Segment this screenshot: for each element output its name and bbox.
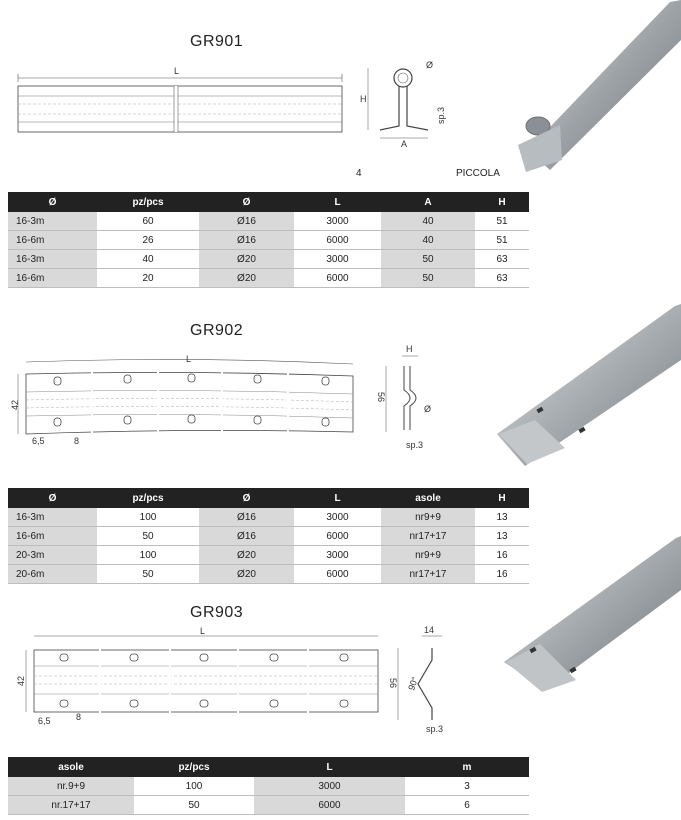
table-cell: Ø20 [199, 269, 294, 288]
table-cell: Ø16 [199, 231, 294, 250]
gr901-note-number: 4 [356, 168, 362, 179]
column-header: asole [8, 757, 134, 777]
table-cell: 13 [475, 527, 529, 546]
table-cell: 3000 [294, 508, 381, 527]
column-header: Ø [8, 192, 97, 212]
table-row [8, 527, 529, 546]
table-cell: 16-6m [8, 527, 97, 546]
gr901-profile-drawing [358, 58, 448, 148]
table-cell: 100 [97, 546, 199, 565]
gr902-rail-side-drawing [8, 352, 358, 452]
gr903-profile-drawing [384, 624, 454, 736]
column-header: L [294, 488, 381, 508]
gr901-rail-photo [500, 0, 681, 180]
table-cell: 16-3m [8, 508, 97, 527]
table-cell: 13 [475, 508, 529, 527]
table-cell: Ø16 [199, 508, 294, 527]
table-cell: nr9+9 [381, 546, 475, 565]
table-cell: 3000 [294, 250, 381, 269]
table-cell: 20-3m [8, 546, 97, 565]
table-cell: 16-3m [8, 250, 97, 269]
table-cell: 50 [381, 269, 475, 288]
table-header-row [8, 192, 529, 212]
column-header: pz/pcs [134, 757, 254, 777]
table-cell: 20-6m [8, 565, 97, 584]
table-cell: 40 [381, 212, 475, 231]
table-cell: nr17+17 [381, 565, 475, 584]
gr903-angle-label: 90° [406, 675, 421, 692]
table-cell: 3000 [254, 777, 405, 796]
table-cell: 50 [97, 527, 199, 546]
table-cell: 16-6m [8, 269, 97, 288]
table-cell: nr17+17 [381, 527, 475, 546]
table-row [8, 546, 529, 565]
table-row [8, 777, 529, 796]
gr903-hole-offset-label: 6,5 [38, 716, 51, 726]
gr902-depth-label: 56 [376, 392, 386, 403]
product-title-gr901: GR901 [190, 33, 244, 50]
product-title-gr903: GR903 [190, 604, 244, 621]
table-cell: 63 [475, 250, 529, 269]
table-cell: Ø16 [199, 212, 294, 231]
table-cell: 3000 [294, 546, 381, 565]
gr903-rail-photo [500, 534, 681, 694]
table-cell: nr.9+9 [8, 777, 134, 796]
gr901-rail-side-drawing [12, 64, 347, 136]
table-cell: 51 [475, 212, 529, 231]
table-cell: 40 [97, 250, 199, 269]
column-header: H [475, 192, 529, 212]
table-row [8, 250, 529, 269]
table-header-row [8, 488, 529, 508]
gr902-hole-size-label: 8 [74, 436, 80, 446]
gr901-height-label: H [360, 94, 367, 104]
gr903-depth-label: 56 [388, 678, 398, 689]
table-row [8, 508, 529, 527]
table-cell: Ø16 [199, 527, 294, 546]
table-cell: 6000 [254, 796, 405, 815]
gr901-thickness-label: sp.3 [436, 106, 446, 124]
table-row [8, 796, 529, 815]
gr901-diameter-label: Ø [426, 60, 434, 70]
table-cell: 6000 [294, 527, 381, 546]
table-cell: 50 [97, 565, 199, 584]
gr903-hole-size-label: 8 [76, 712, 82, 722]
column-header: pz/pcs [97, 488, 199, 508]
gr901-spec-table [8, 192, 529, 288]
column-header: Ø [199, 192, 294, 212]
gr903-top-label: 14 [424, 625, 435, 635]
gr901-width-label: A [401, 139, 408, 148]
gr902-side-height-label: 42 [10, 399, 20, 410]
table-row [8, 231, 529, 250]
gr902-profile-drawing [372, 342, 442, 454]
product-title-gr902: GR902 [190, 322, 244, 339]
column-header: L [294, 192, 381, 212]
table-cell: 3 [405, 777, 529, 796]
table-cell: 6000 [294, 231, 381, 250]
column-header: Ø [199, 488, 294, 508]
table-cell: 100 [97, 508, 199, 527]
column-header: Ø [8, 488, 97, 508]
gr902-thickness-label: sp.3 [406, 440, 424, 450]
table-cell: 60 [97, 212, 199, 231]
gr901-note-text: PICCOLA [456, 168, 500, 179]
gr903-thickness-label: sp.3 [426, 724, 444, 734]
column-header: L [254, 757, 405, 777]
table-cell: Ø20 [199, 546, 294, 565]
table-cell: 63 [475, 269, 529, 288]
table-cell: Ø20 [199, 250, 294, 269]
table-cell: 100 [134, 777, 254, 796]
table-cell: 20 [97, 269, 199, 288]
column-header: H [475, 488, 529, 508]
gr903-spec-table [8, 757, 529, 815]
column-header: A [381, 192, 475, 212]
column-header: asole [381, 488, 475, 508]
gr902-rail-photo [495, 300, 681, 470]
table-cell: 3000 [294, 212, 381, 231]
gr902-spec-table [8, 488, 529, 584]
column-header: pz/pcs [97, 192, 199, 212]
table-row [8, 212, 529, 231]
table-cell: 6000 [294, 269, 381, 288]
gr902-diameter-label: Ø [424, 404, 432, 414]
gr903-side-height-label: 42 [16, 675, 26, 686]
table-cell: 51 [475, 231, 529, 250]
table-cell: 16 [475, 565, 529, 584]
table-cell: 26 [97, 231, 199, 250]
table-row [8, 565, 529, 584]
table-cell: 16 [475, 546, 529, 565]
gr903-length-label: L [200, 626, 206, 636]
gr901-length-label: L [174, 66, 180, 76]
table-cell: 6000 [294, 565, 381, 584]
table-cell: nr.17+17 [8, 796, 134, 815]
table-cell: Ø20 [199, 565, 294, 584]
table-cell: nr9+9 [381, 508, 475, 527]
table-cell: 16-6m [8, 231, 97, 250]
table-cell: 16-3m [8, 212, 97, 231]
table-cell: 40 [381, 231, 475, 250]
table-cell: 50 [381, 250, 475, 269]
gr902-length-label: L [186, 354, 192, 364]
gr902-h-label: H [406, 344, 413, 354]
table-row [8, 269, 529, 288]
table-cell: 6 [405, 796, 529, 815]
gr902-hole-offset-label: 6,5 [32, 436, 45, 446]
table-header-row [8, 757, 529, 777]
table-cell: 50 [134, 796, 254, 815]
gr903-rail-side-drawing [12, 626, 382, 726]
column-header: m [405, 757, 529, 777]
